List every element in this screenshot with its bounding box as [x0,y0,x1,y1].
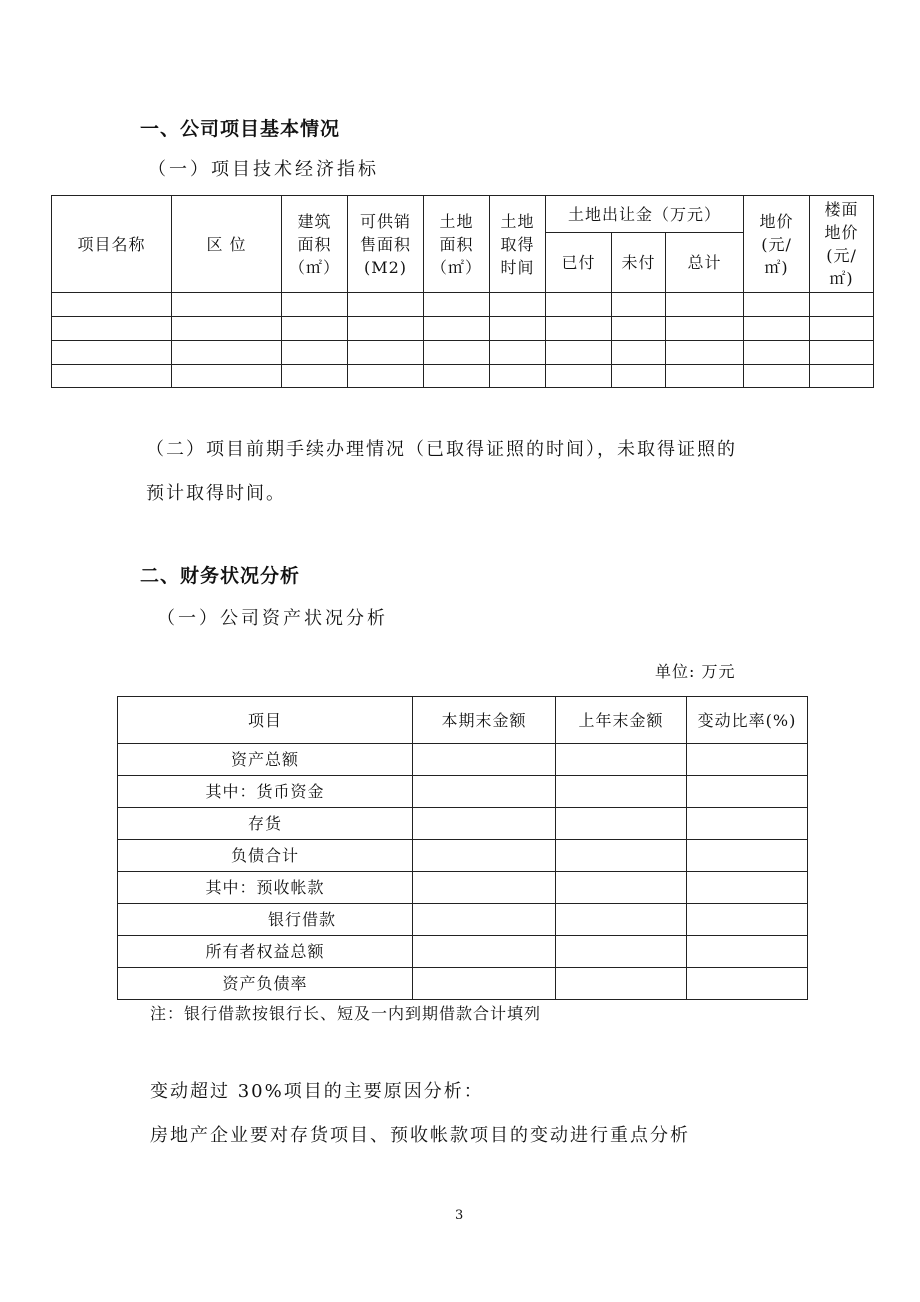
page-number: 3 [455,1208,464,1223]
header-floor-price: 楼面 地价 (元/ ㎡) [810,196,874,293]
header-location: 区 位 [172,196,282,293]
section-2-subtitle-1: （一）公司资产状况分析 [157,608,388,629]
header-item: 项目 [118,697,413,744]
table-row [52,317,874,341]
header-land-time: 土地 取得 时间 [490,196,546,293]
header-current: 本期末金额 [413,697,556,744]
header-change-rate: 变动比率(%) [687,697,808,744]
section-1-subtitle-2-line-2: 预计取得时间。 [146,483,286,504]
row-label: 银行借款 [118,904,413,936]
table-row [118,936,808,968]
table-row [52,341,874,365]
header-sale-area: 可供销 售面积 (M2) [348,196,424,293]
row-label: 所有者权益总额 [118,936,413,968]
tech-econ-table [51,195,874,388]
analysis-title: 变动超过 30%项目的主要原因分析： [150,1081,484,1102]
unit-label: 单位: 万元 [655,662,736,681]
analysis-text: 房地产企业要对存货项目、预收帐款项目的变动进行重点分析 [150,1125,690,1146]
header-land-area: 土地 面积 （㎡） [424,196,490,293]
header-project-name: 项目名称 [52,196,172,293]
table-row [52,365,874,388]
row-label: 负债合计 [118,840,413,872]
header-paid: 已付 [546,233,612,293]
row-label: 其中：货币资金 [118,776,413,808]
header-land-fee-group: 土地出让金（万元） [546,196,744,233]
section-2-title: 二、财务状况分析 [140,565,301,587]
row-label: 资产总额 [118,744,413,776]
table-row [52,293,874,317]
header-unpaid: 未付 [612,233,666,293]
section-1-subtitle-1: （一）项目技术经济指标 [148,159,379,180]
table-row [118,776,808,808]
table-row [118,808,808,840]
table-row [118,872,808,904]
table-row [118,840,808,872]
header-total: 总计 [666,233,744,293]
row-label: 存货 [118,808,413,840]
table-row [118,904,808,936]
asset-status-table [117,696,808,1000]
table-note: 注：银行借款按银行长、短及一内到期借款合计填列 [150,1004,542,1023]
table-row [118,744,808,776]
header-previous: 上年末金额 [556,697,687,744]
row-label: 资产负债率 [118,968,413,1000]
row-label: 其中：预收帐款 [118,872,413,904]
header-build-area: 建筑 面积 （㎡） [282,196,348,293]
header-land-price: 地价 (元/ ㎡) [744,196,810,293]
section-1-subtitle-2-line-1: （二）项目前期手续办理情况（已取得证照的时间），未取得证照的 [146,439,737,460]
section-1-title: 一、公司项目基本情况 [140,118,341,140]
table-row [118,968,808,1000]
